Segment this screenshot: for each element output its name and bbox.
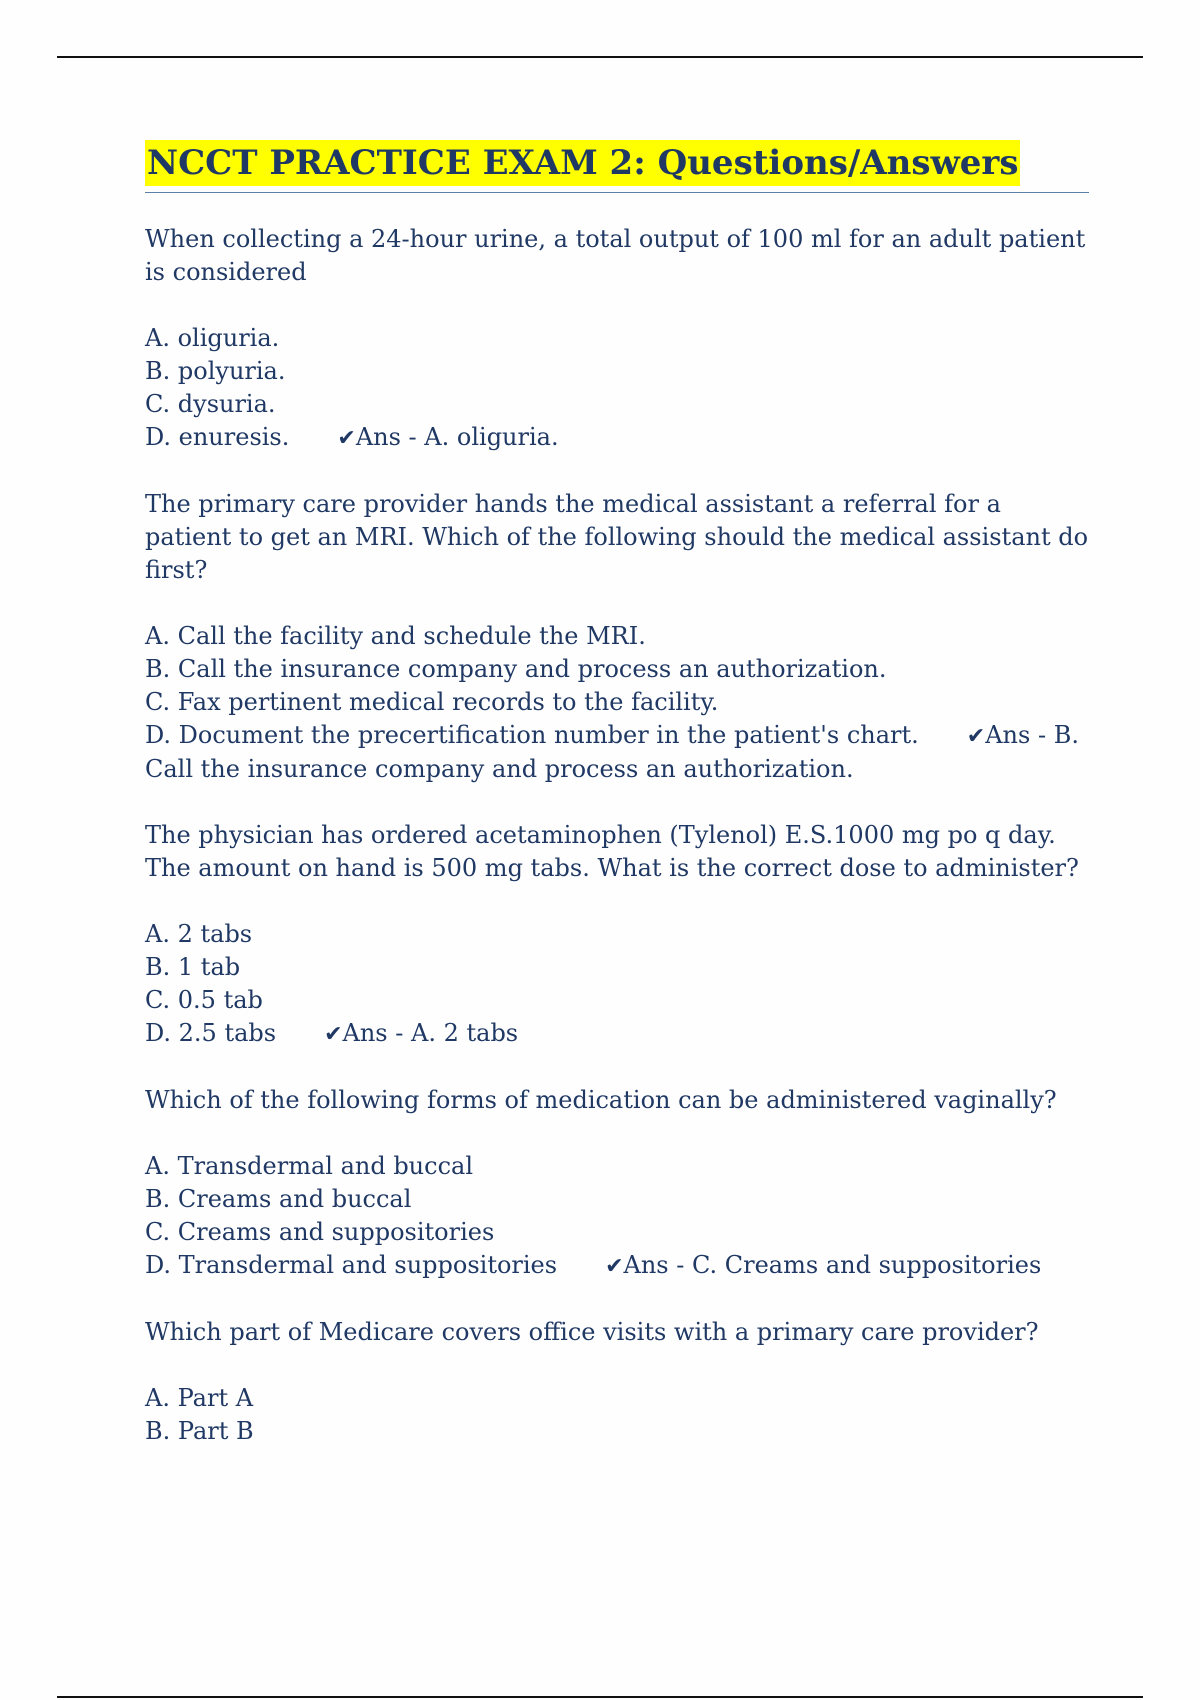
question-5 <box>145 1316 1089 1448</box>
answer-value: A. oliguria. <box>424 423 559 451</box>
option-c: C. Fax pertinent medical records to the facility. <box>145 688 719 716</box>
option-d-with-answer <box>145 421 1089 455</box>
option-d-with-answer <box>145 1017 1089 1051</box>
answer-label: Ans <box>985 721 1031 749</box>
option-a: A. oliguria. <box>145 324 280 352</box>
checkmark-icon: ✔ <box>324 1022 343 1047</box>
question-3 <box>145 819 1089 1051</box>
question-1 <box>145 223 1089 455</box>
answer-value: A. 2 tabs <box>411 1019 519 1047</box>
title-block <box>145 140 1089 193</box>
option-d: D. Document the precertification number in the patient's chart. <box>145 721 919 749</box>
option-b: B. Call the insurance company and process an authorization. <box>145 655 887 683</box>
header-rule <box>57 56 1143 58</box>
answer: ✔Ans - B. Call the insurance company and process an authorization. <box>145 721 1079 783</box>
option-b: B. polyuria. <box>145 357 286 385</box>
checkmark-icon: ✔ <box>605 1254 624 1279</box>
option-a: A. Call the facility and schedule the MRI. <box>145 622 646 650</box>
footer-rule <box>57 1696 1143 1698</box>
option-b: B. 1 tab <box>145 953 241 981</box>
question-text: Which part of Medicare covers office visits with a primary care provider? <box>145 1318 1039 1346</box>
answer: ✔Ans - C. Creams and suppositories <box>605 1251 1042 1279</box>
option-b: B. Part B <box>145 1417 254 1445</box>
checkmark-icon: ✔ <box>966 724 986 749</box>
answer-label: Ans <box>623 1251 669 1279</box>
checkmark-icon: ✔ <box>337 426 356 451</box>
question-text: Which of the following forms of medication can be administered vaginally? <box>145 1086 1057 1114</box>
option-c: C. dysuria. <box>145 390 276 418</box>
page-title: NCCT PRACTICE EXAM 2: Questions/Answers <box>145 140 1020 186</box>
answer-label: Ans <box>355 423 401 451</box>
answer-value: C. Creams and suppositories <box>692 1251 1042 1279</box>
option-d: D. enuresis. <box>145 423 290 451</box>
option-c: C. 0.5 tab <box>145 986 263 1014</box>
option-d-with-answer <box>145 719 1089 786</box>
question-4 <box>145 1084 1089 1283</box>
option-b: B. Creams and buccal <box>145 1185 412 1213</box>
answer-value: B. Call the insurance company and process an authorization. <box>145 721 1079 783</box>
question-text: When collecting a 24-hour urine, a total output of 100 ml for an adult patient is considered <box>145 225 1086 286</box>
answer: ✔Ans - A. oliguria. <box>337 423 559 451</box>
question-2 <box>145 488 1089 786</box>
option-a: A. 2 tabs <box>145 920 253 948</box>
option-d: D. 2.5 tabs <box>145 1019 277 1047</box>
option-d: D. Transdermal and suppositories <box>145 1251 558 1279</box>
option-a: A. Part A <box>145 1384 254 1412</box>
option-d-with-answer <box>145 1249 1089 1283</box>
question-text: The primary care provider hands the medical assistant a referral for a patient to get an MRI. Which of the following should the medical assistant do first? <box>145 490 1089 584</box>
question-text: The physician has ordered acetaminophen (Tylenol) E.S.1000 mg po q day. The amount on hand is 500 mg tabs. What is the correct dose to administer? <box>145 821 1079 882</box>
answer: ✔Ans - A. 2 tabs <box>324 1019 519 1047</box>
option-a: A. Transdermal and buccal <box>145 1152 474 1180</box>
answer-label: Ans <box>342 1019 388 1047</box>
option-c: C. Creams and suppositories <box>145 1218 495 1246</box>
document-body <box>145 140 1089 1481</box>
